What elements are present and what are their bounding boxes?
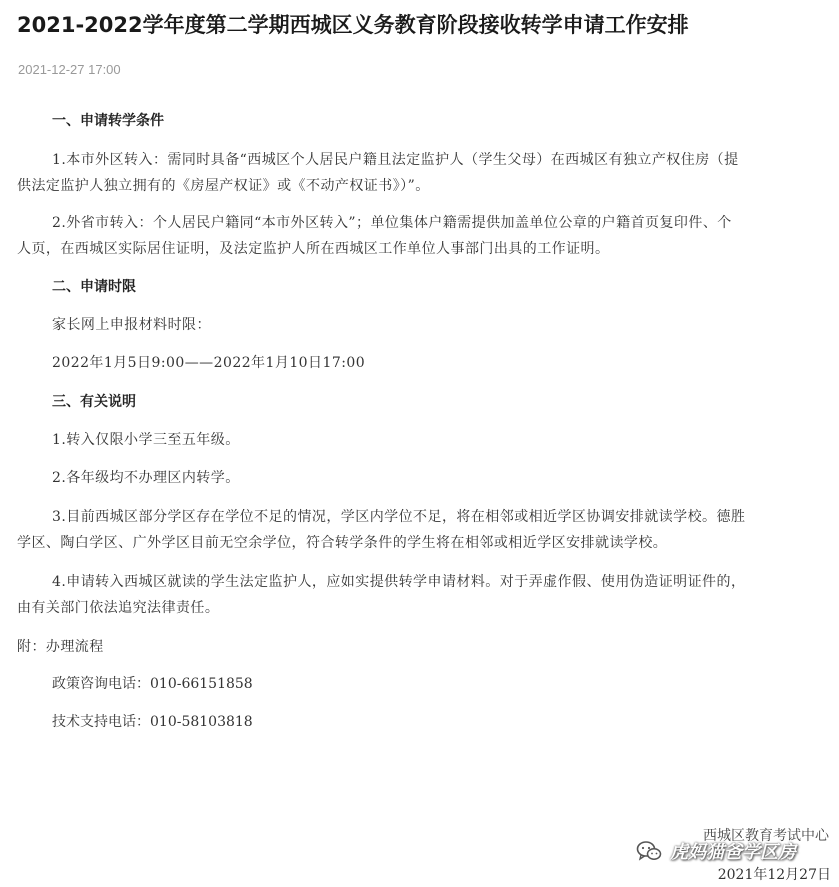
paragraph-line: 2.外省市转入：个人居民户籍同“本市外区转入”；单位集体户籍需提供加盖单位公章的户籍首页复印件、个 bbox=[52, 215, 732, 231]
section-heading-timeframe: 二、申请时限 bbox=[52, 279, 136, 295]
watermark-text: 虎妈猫爸学区房 bbox=[670, 842, 796, 863]
section-heading-conditions: 一、申请转学条件 bbox=[52, 113, 164, 129]
tech-support-hotline: 技术支持电话：010-58103818 bbox=[52, 714, 253, 730]
paragraph-line: 供法定监护人独立拥有的《房屋产权证》或《不动产权证书》）”。 bbox=[17, 178, 430, 194]
wechat-icon bbox=[636, 840, 662, 862]
paragraph-line: 1.转入仅限小学三至五年级。 bbox=[52, 432, 240, 448]
paragraph-line: 2022年1月5日9:00——2022年1月10日17:00 bbox=[52, 355, 366, 371]
issuing-organization: 西城区教育考试中心 bbox=[703, 828, 829, 844]
paragraph-line: 3.目前西城区部分学区存在学位不足的情况，学区内学位不足，将在相邻或相近学区协调安排就读学校。德胜 bbox=[52, 509, 746, 525]
paragraph-line: 由有关部门依法追究法律责任。 bbox=[17, 600, 220, 616]
section-heading-notes: 三、有关说明 bbox=[52, 394, 136, 410]
paragraph-line: 4.申请转入西城区就读的学生法定监护人，应如实提供转学申请材料。对于弄虚作假、使用伪造证明证件的， bbox=[52, 574, 746, 590]
paragraph-line: 家长网上申报材料时限： bbox=[52, 317, 211, 333]
publish-date: 2021-12-27 17:00 bbox=[18, 62, 121, 77]
paragraph-line: 学区、陶白学区、广外学区目前无空余学位，符合转学条件的学生将在相邻或相近学区安排就读学校。 bbox=[17, 535, 668, 551]
paragraph-line: 人页，在西城区实际居住证明，及法定监护人所在西城区工作单位人事部门出具的工作证明。 bbox=[17, 241, 610, 257]
page-title: 2021-2022学年度第二学期西城区义务教育阶段接收转学申请工作安排 bbox=[17, 13, 689, 37]
policy-hotline: 政策咨询电话：010-66151858 bbox=[52, 676, 253, 692]
paragraph-line: 2.各年级均不办理区内转学。 bbox=[52, 470, 240, 486]
attachment-label: 附：办理流程 bbox=[17, 639, 104, 655]
footer-date: 2021年12月27日 bbox=[717, 867, 831, 883]
paragraph-line: 1.本市外区转入：需同时具备“西城区个人居民户籍且法定监护人（学生父母）在西城区有独立产权住房（提 bbox=[52, 152, 739, 168]
watermark bbox=[636, 838, 796, 864]
